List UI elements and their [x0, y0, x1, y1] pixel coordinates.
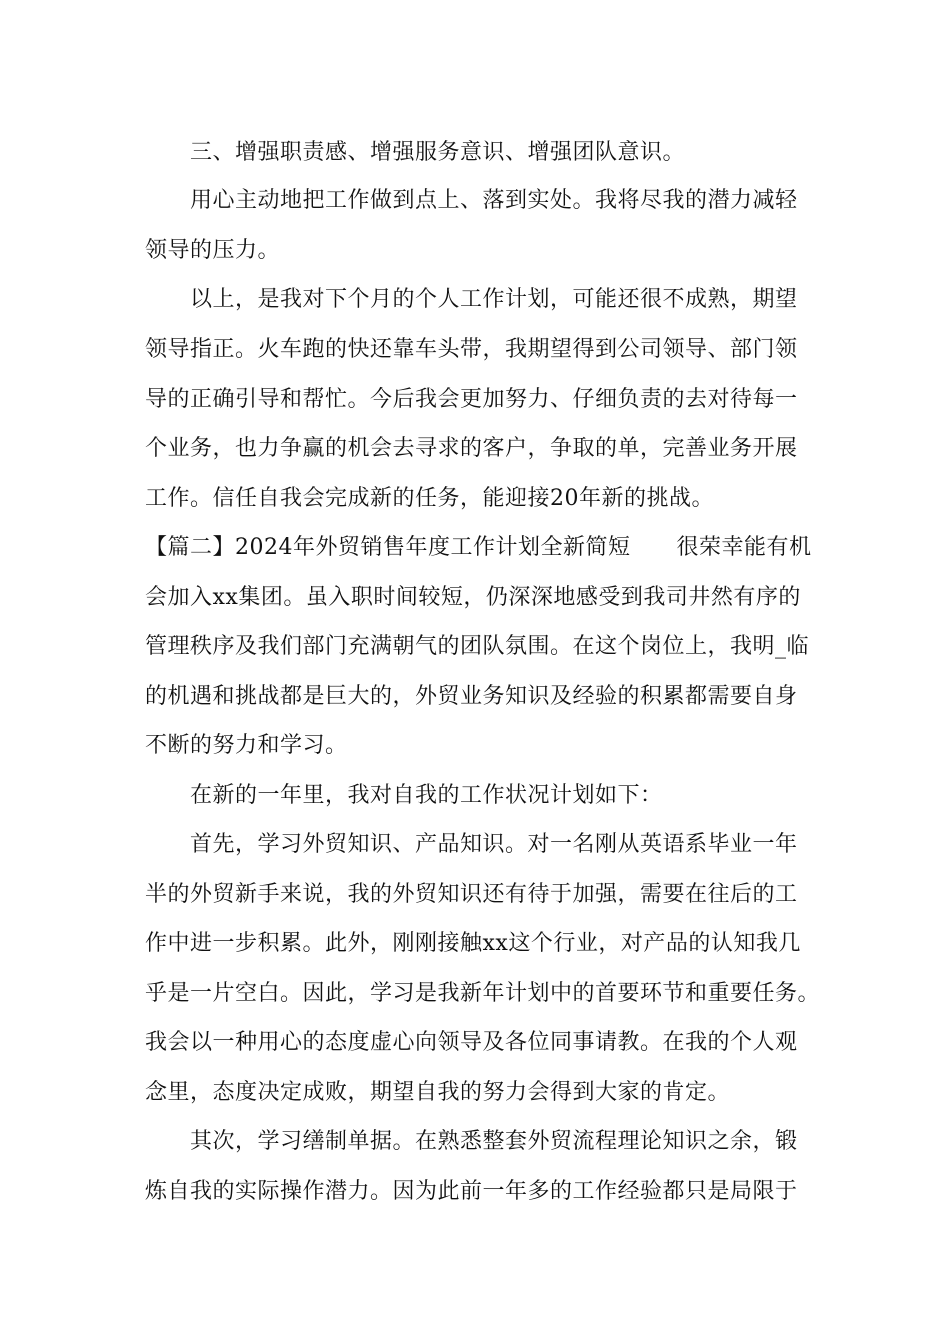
- paragraph-line: 的机遇和挑战都是巨大的，外贸业务知识及经验的积累都需要自身: [145, 684, 798, 709]
- paragraph-start: 很荣幸能有机: [676, 535, 812, 560]
- paragraph-line: 个业务，也力争赢的机会去寻求的客户，争取的单，完善业务开展: [145, 436, 798, 461]
- paragraph-line: 管理秩序及我们部门充满朝气的团队氛围。在这个岗位上，我明_临: [145, 634, 810, 659]
- paragraph-line: 念里，态度决定成败，期望自我的努力会得到大家的肯定。: [145, 1080, 731, 1105]
- paragraph-line: 领导指正。火车跑的快还靠车头带，我期望得到公司领导、部门领: [145, 337, 798, 362]
- paragraph-line: 导的正确引导和帮忙。今后我会更加努力、仔细负责的去对待每一: [145, 387, 798, 412]
- paragraph-line: 用心主动地把工作做到点上、落到实处。我将尽我的潜力减轻: [190, 188, 798, 213]
- section-heading-line: [145, 533, 845, 563]
- paragraph-line: 半的外贸新手来说，我的外贸知识还有待于加强，需要在往后的工: [145, 882, 798, 907]
- section-heading: 【篇二】2024年外贸销售年度工作计划全新简短: [145, 535, 631, 560]
- paragraph-line: 领导的压力。: [145, 238, 281, 263]
- paragraph-line: 不断的努力和学习。: [145, 733, 348, 758]
- paragraph-line: 三、增强职责感、增强服务意识、增强团队意识。: [190, 140, 686, 165]
- paragraph-line: 我会以一种用心的态度虚心向领导及各位同事请教。在我的个人观: [145, 1030, 798, 1055]
- paragraph-line: 炼自我的实际操作潜力。因为此前一年多的工作经验都只是局限于: [145, 1179, 798, 1204]
- paragraph-line: 会加入xx集团。虽入职时间较短，仍深深地感受到我司井然有序的: [145, 585, 801, 610]
- paragraph-line: 以上，是我对下个月的个人工作计划，可能还很不成熟，期望: [190, 287, 798, 312]
- paragraph-line: 其次，学习缮制单据。在熟悉整套外贸流程理论知识之余，锻: [190, 1129, 798, 1154]
- paragraph-line: 工作。信任自我会完成新的任务，能迎接20年新的挑战。: [145, 486, 714, 511]
- paragraph-line: 在新的一年里，我对自我的工作状况计划如下：: [190, 783, 663, 808]
- paragraph-line: 乎是一片空白。因此，学习是我新年计划中的首要环节和重要任务。: [145, 981, 821, 1006]
- paragraph-line: 首先，学习外贸知识、产品知识。对一名刚从英语系毕业一年: [190, 832, 798, 857]
- paragraph-line: 作中进一步积累。此外，刚刚接触xx这个行业，对产品的认知我几: [145, 931, 801, 956]
